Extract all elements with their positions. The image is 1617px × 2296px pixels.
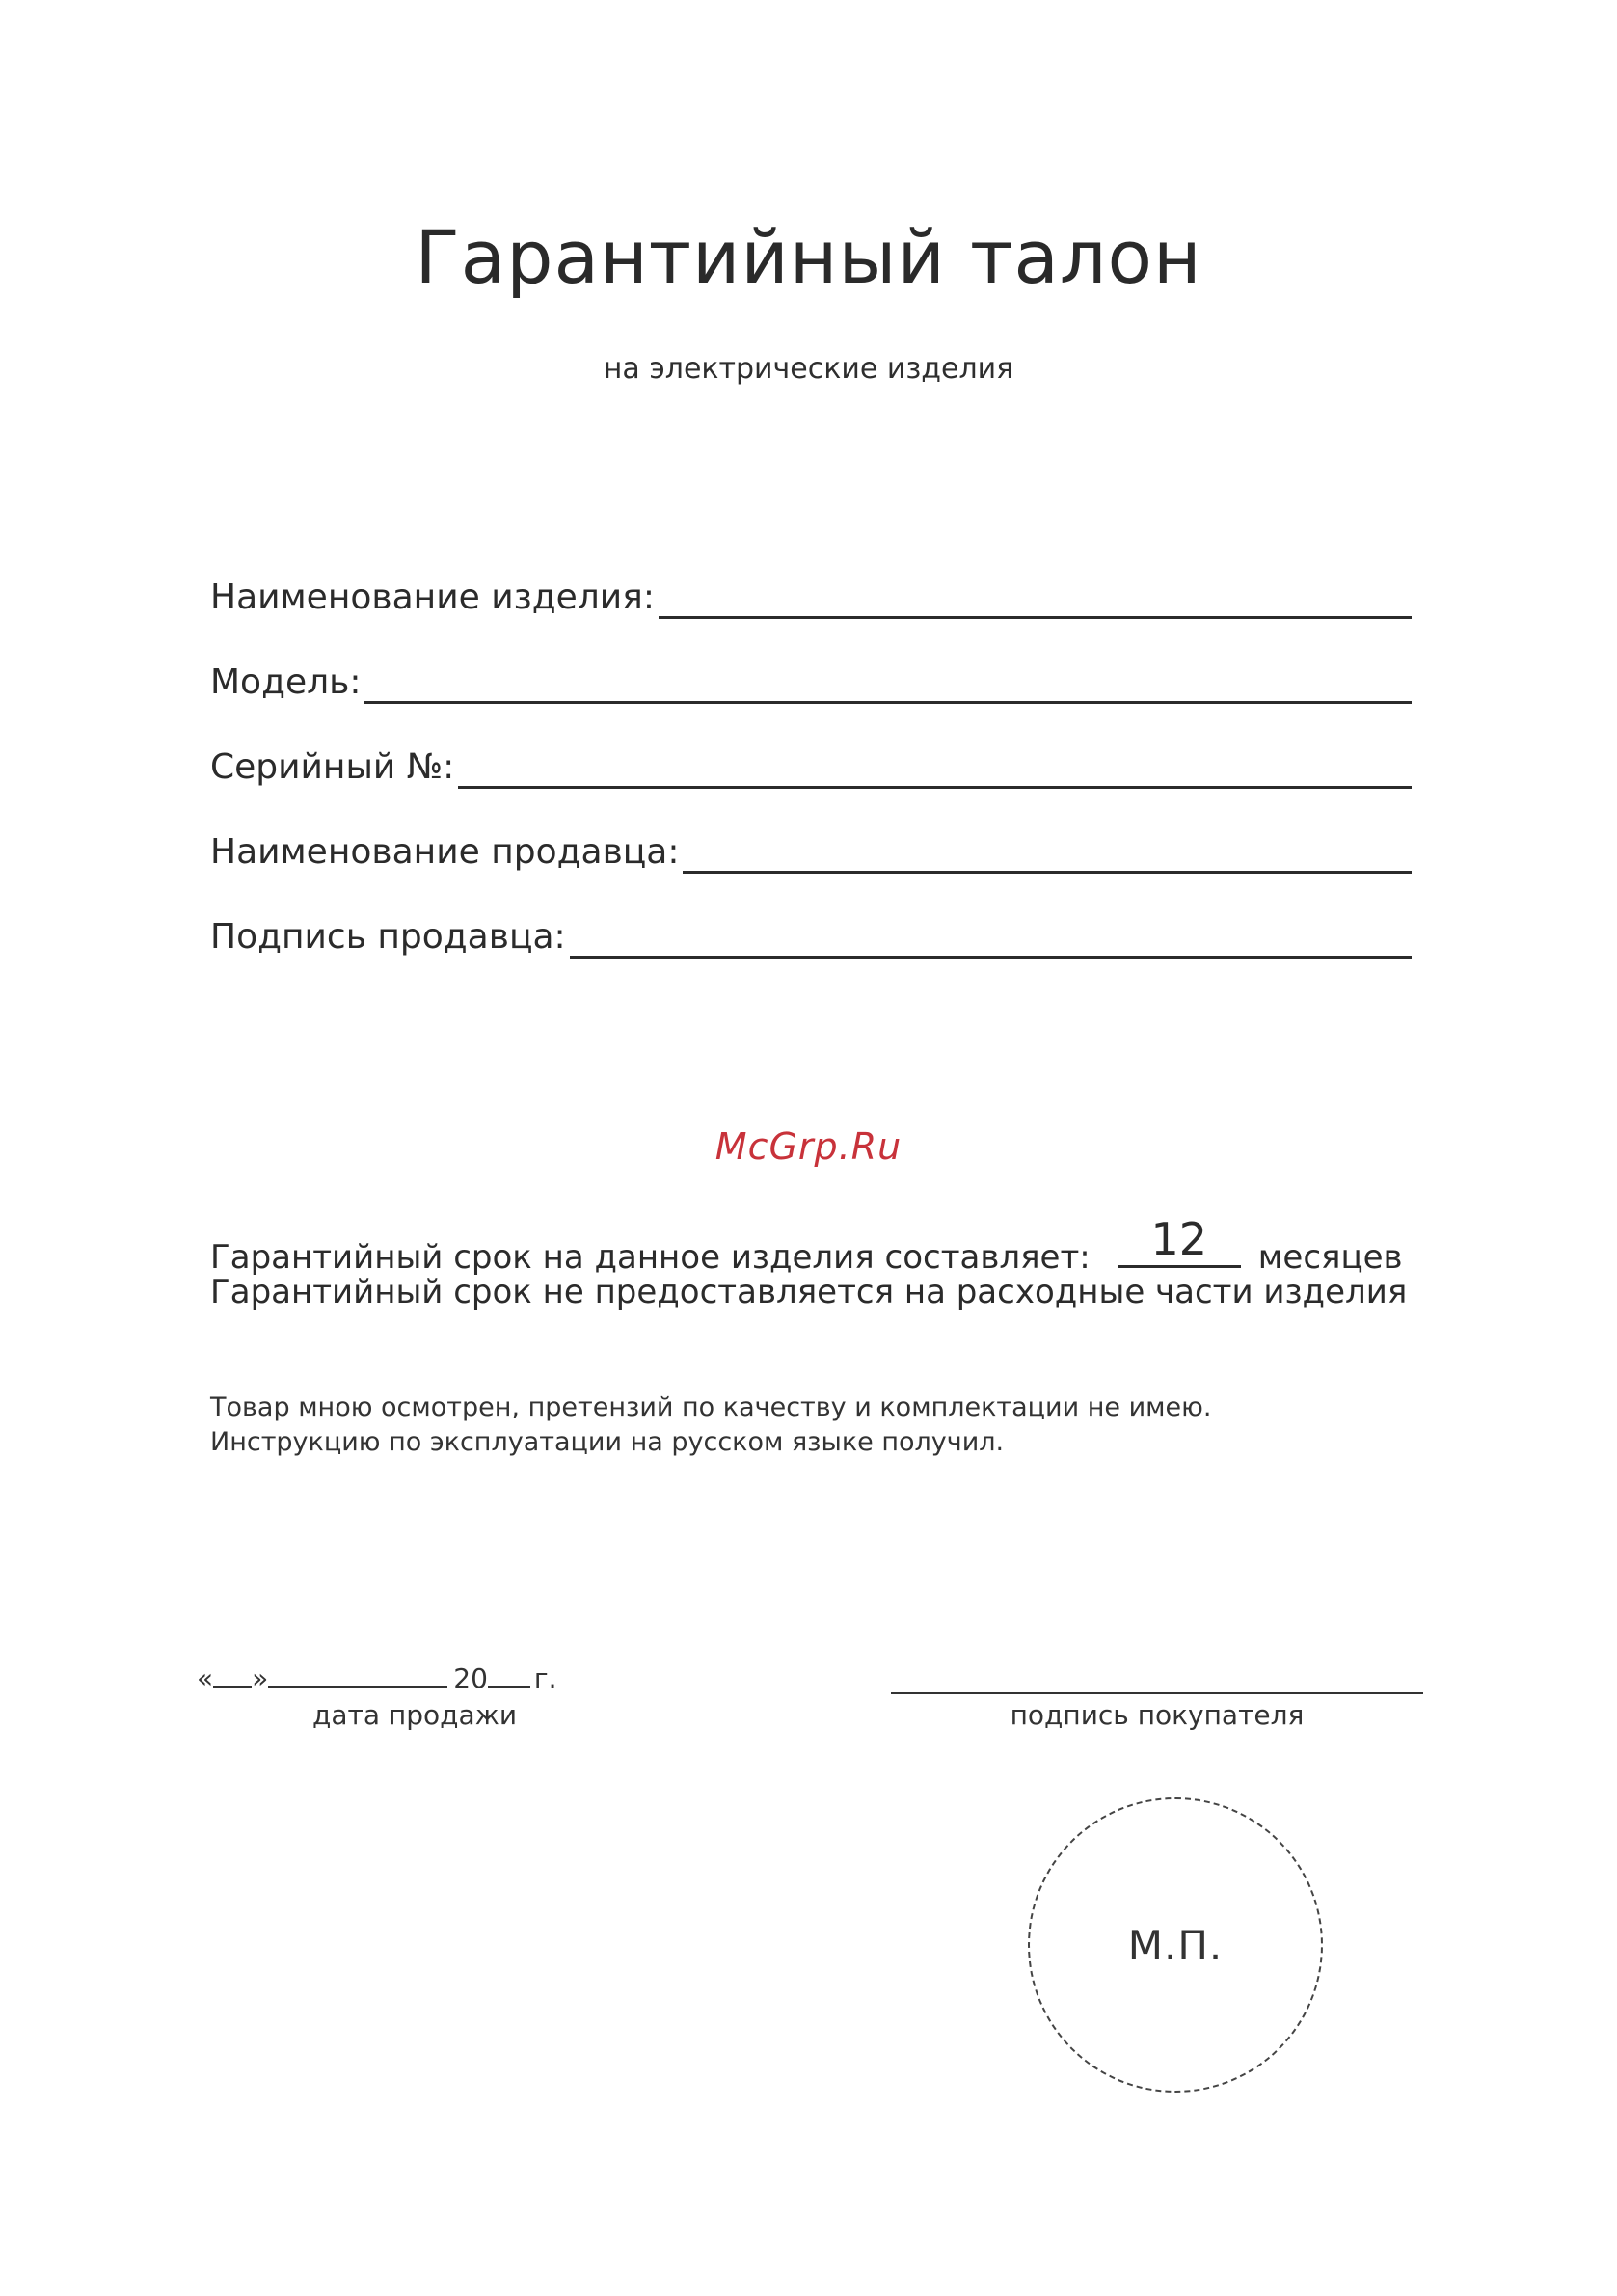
field-blank-line[interactable] [364,699,1412,704]
field-seller-signature[interactable] [210,910,1412,959]
warranty-exclusion: Гарантийный срок не предоставляется на расходные части изделия [210,1273,1408,1311]
field-label: Модель: [210,662,362,702]
warranty-term-line [210,1213,1403,1277]
sale-date-open-quote: « [197,1662,214,1694]
stamp-label: М.П. [1127,1921,1224,1969]
field-model[interactable] [210,656,1412,704]
sale-date-day-blank[interactable] [213,1664,252,1688]
sale-date-year-suffix: г. [533,1662,557,1694]
sale-date-year-prefix: 20 [453,1662,488,1694]
sale-date-caption: дата продажи [312,1699,518,1731]
sale-date-month-blank[interactable] [268,1664,447,1688]
acknowledgement-line-2: Инструкцию по эксплуатации на русском языке получил. [210,1427,1005,1457]
buyer-signature-caption: подпись покупателя [1010,1699,1305,1731]
sale-date-field[interactable] [197,1662,557,1694]
field-label: Наименование изделия: [210,578,655,617]
field-blank-line[interactable] [458,784,1412,789]
field-blank-line[interactable] [659,614,1412,619]
warranty-term-prefix: Гарантийный срок на данное изделия составляет: [210,1238,1091,1277]
stamp-circle [1028,1797,1323,2093]
warranty-term-suffix: месяцев [1257,1238,1403,1277]
warranty-term-blank [1118,1213,1241,1268]
field-label: Серийный №: [210,747,455,787]
sale-date-year-blank[interactable] [488,1664,530,1688]
watermark: McGrp.Ru [714,1125,903,1168]
document-subtitle: на электрические изделия [603,352,1014,386]
field-label: Подпись продавца: [210,917,566,957]
field-product-name[interactable] [210,571,1412,619]
warranty-term-value: 12 [1150,1213,1208,1265]
field-blank-line[interactable] [683,869,1412,874]
buyer-signature-line[interactable] [891,1692,1423,1694]
field-serial-number[interactable] [210,741,1412,789]
field-blank-line[interactable] [570,954,1412,959]
acknowledgement-line-1: Товар мною осмотрен, претензий по качеству и комплектации не имею. [210,1392,1212,1422]
sale-date-close-quote: » [252,1662,269,1694]
field-label: Наименование продавца: [210,832,680,872]
field-seller-name[interactable] [210,825,1412,874]
document-title: Гарантийный талон [415,214,1202,300]
